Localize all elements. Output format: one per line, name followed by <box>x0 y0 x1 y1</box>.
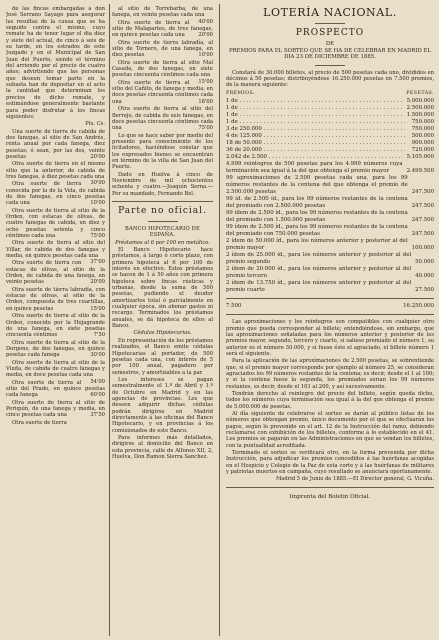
prize-row <box>226 224 434 238</box>
prize-label: 2 ídem de 13.750 íd., para los números anterior y posterior al del premio cuarto <box>226 280 412 294</box>
land-item-amount: 60'00 <box>90 392 105 399</box>
lottery-paragraph-2: Para la aplicación de las aproximaciones de 2.500 pesetas, se sobrentiende que, si el premio mayor corresponde por ejemplo al número 25, se consideran agraciados los 99 números restantes de la centena; es decir, desde el 1 al 100; y si la centena fuese la segunda, los premiados serian los 99 números restantes, es decir, desde el 101 al 200, y así sucesivamente. <box>226 358 434 390</box>
land-item <box>6 340 105 359</box>
pesetas-header: PESETAS. <box>406 90 434 96</box>
land-item-text: Otra suerte de tierra al sitio de la Viuda, de cabida de cuatro fanegas y media, en doce pesetas cada una <box>6 359 105 379</box>
land-items-list-2 <box>112 6 213 132</box>
prize-row <box>226 133 434 140</box>
land-item-amount: 37'50 <box>90 412 105 419</box>
lottery-paragraph-3: Tendrán derecho al reintegro del precio del billete, según queda dicho, todos los números cuya terminación sea igual á la del que obtenga el premio de 5.000.000 de pesetas. <box>226 390 434 410</box>
prize-row <box>226 210 434 224</box>
prize-value: 750.000 <box>411 126 434 133</box>
total-count: 7.500 <box>226 303 242 310</box>
land-item-amount: 7'50 <box>93 332 105 339</box>
land-item <box>112 40 213 59</box>
land-item-text: Otra suerte de tierra al sitio del Prado, en quince pesetas cada fanega <box>6 379 105 399</box>
land-item-amount: 30'00 <box>90 352 105 359</box>
prize-row <box>226 119 434 126</box>
prize-label: 1 de . . . <box>226 98 403 105</box>
prize-row <box>226 126 434 133</box>
lottery-title: LOTERÍA NACIONAL. <box>263 6 397 19</box>
prize-label: 4.999 reintegros de 500 pesetas para los 4.999 números cuya terminación sea igual á la del que obtenga el premio mayor <box>226 161 403 175</box>
prize-row <box>226 98 434 105</box>
auction-intro: de las fincas embargadas á don José Serrano Sayago para asegurar las resultas de la causa que se ha seguido contra el mismo, cuyo remate ha de tener lugar el dia diez y siete del actual, de cinco á seis de su tarde, en los estrados de este Juzgado y en el Municipal de San Juan del Puerto, siendo el término del arriendo por el precio de cuatro años; advirtiendo que las personas que deseen tomar parte en la subasta han de depositar en el acto la cantidad que determinan los precios de dicho remate, y estimándose generalmente bastante para poder disfrutar á los fincas siguientes: <box>6 6 105 120</box>
land-item-text: Otra suerte de tierra labradía, al sitio de Tornero, de una fanega, en diez pesetas <box>112 39 213 59</box>
land-item-amount: 10'00 <box>198 52 213 59</box>
prize-row <box>226 196 434 210</box>
cedulas-text: En representación de los préstamos realizados, el Banco emite cédulas Hipotecarias al portador, de 500 pesetas cada una, con interés de 5 por 100 anual, pagadero por semestres, y amortizables a la par. <box>112 337 213 376</box>
prize-table-header <box>226 91 434 97</box>
land-item <box>6 420 105 426</box>
prize-row <box>226 252 434 266</box>
land-item-text: Otra suerte de tierra labradía, con estacas de olivas, al sitio de la Orden, compuesta de tres cuartillas, en quince pesetas <box>6 286 105 312</box>
prize-label: 99 ídem de 2.500 íd., para los 99 números restantes de la centena del premiado con 750.000 pesetas <box>226 224 408 238</box>
prize-table <box>226 98 434 294</box>
prize-label: 36 de 20.000 . . . <box>226 147 408 154</box>
prize-value: 900.000 <box>411 140 434 147</box>
amount-header: Pts. Cs. <box>85 121 105 128</box>
total-value: 16.250.000 <box>403 303 434 310</box>
land-item-amount: 30'00 <box>90 180 105 187</box>
premios-header: PREMIOS. <box>226 90 255 96</box>
divider <box>226 487 434 488</box>
prize-row <box>226 266 434 280</box>
divider-short <box>148 221 178 222</box>
prize-value: 2.500.000 <box>406 105 434 112</box>
land-item-text: Otra suerte de tierra al sitio de la Orden, conocido por la Hojagrande de una fanega, en siete pesetas cincuenta céntimos <box>6 313 105 339</box>
land-item-text: Otra suerte de tierra al sitio de Malapartes, de tres fanegas, en quince pesetas cada una <box>112 19 213 39</box>
land-item-amount: 10'00 <box>90 200 105 207</box>
divider-short <box>315 23 345 24</box>
prize-label: 1 de . . . <box>226 105 403 112</box>
prize-value: 5.000.000 <box>406 98 434 105</box>
column-left <box>6 6 105 636</box>
signature-text: Dado en Huelva á cinco de Noviembre de mil ochocientos ochenta y cuatro.—Joaquín Serna.—Por su mandado, Fernando Bel. <box>112 171 213 197</box>
land-item-amount: 15'00 <box>90 305 105 312</box>
land-item-text: Otra suerte de tierra conocida por la de la Vela, de cabida de dos fanegas, en cinco pesetas cada una <box>6 181 105 207</box>
land-item-amount: 15'00 <box>198 78 213 85</box>
prize-label: 2 ídem de 25.000 íd., para los números anterior y posterior al del premio segundo <box>226 252 412 266</box>
prize-label: 2 ídem de 50.000 íd., para los números anterior y posterior al del premio mayor <box>226 238 408 252</box>
prize-row <box>226 238 434 252</box>
prize-value: 247.500 <box>411 217 434 224</box>
prize-value: 1.500.000 <box>406 112 434 119</box>
prize-label: 2 ídem de 20.000 íd., para los números anterior y posterior al del premio tercero <box>226 266 412 280</box>
prize-row <box>226 112 434 119</box>
prize-value: 2.499.500 <box>406 168 434 175</box>
prize-value: 40.000 <box>415 273 434 280</box>
lottery-paragraph-1: Las aproximaciones y los reintegros son compatibles con cualquier otro premio que pueda corresponder al billete; entendiéndose, sin embargo, que las aproximaciones señaladas para los números anterior y posterior de los premios mayor, segundo, tercero y cuarto, si saliese premiado el número 1, su anterior es el número 30.000, y si fuese éste el agraciado, el billete número 1 será el siguiente. <box>226 319 434 357</box>
cedulas-text-3: Para informes más detallados, dirigirse al domicilio del Banco en esta provincia, calle de Alfonso XII, 2, Huelva, Don Ramon Sierra Sanchez. <box>112 434 213 460</box>
land-item <box>6 400 105 419</box>
land-item-amount: 18'00 <box>198 98 213 105</box>
lottery-signature: Madrid 5 de Junio de 1885.—El Director general, G. Vicuña. <box>275 476 434 483</box>
prize-value: 247.500 <box>411 189 434 196</box>
lottery-paragraph-5: Terminado el sorteo se verificará otro, en la forma prevenida por dicha Instrucción, para adjudicar los premios concedidos á las huérfanas acogidas en el Hospicio y Colegio de la Paz de esta corte y á las huérfanas de militares y patriotas muertos en campaña, cuyo resultado se anunciará oportunamente. <box>226 450 434 476</box>
land-item-text: Una suerte de tierra de cabida de dos fanegas, al sitio de San Andrés, renta anual por cada fanega, diez pesetas; ó sean, por las dos, veinte pesetas <box>6 128 105 160</box>
prize-label: 2.042 de 2.500 . . . <box>226 154 403 161</box>
land-item <box>6 129 105 161</box>
land-item <box>6 161 105 187</box>
land-item <box>112 6 213 25</box>
prize-label: 99 ídem de 2.500 íd., para los 99 números restantes de la centena del premiado con 1.500.000 pesetas <box>226 210 408 224</box>
prize-value: 720.000 <box>411 147 434 154</box>
prize-value: 50.000 <box>415 259 434 266</box>
printer-footer: Imprenta del Boletin Oficial. <box>289 493 371 500</box>
prize-row <box>226 105 434 112</box>
land-item-text: Otra suerte de tierra al sitio del Berrejo, de cabida de seis fanegas, en doce pesetas cincuenta céntimos cada una <box>112 106 213 132</box>
prize-value: 5.105.000 <box>406 154 434 161</box>
cedulas-heading: Cédulas Hipotecarias. <box>133 330 192 337</box>
column-divider-2 <box>219 4 220 636</box>
land-item-amount: 20'00 <box>90 279 105 286</box>
prize-label: 99 íd. de 2.500 íd., para los 99 números restantes de la centena del premiado con 2.500.000 pesetas <box>226 196 408 210</box>
land-item-amount: 20'00 <box>90 153 105 160</box>
land-item <box>112 106 213 131</box>
prize-row <box>226 280 434 294</box>
prize-label: 1 de . . . <box>226 112 403 119</box>
land-item-amount: 75'00 <box>90 233 105 240</box>
divider <box>226 298 434 299</box>
land-item-text: Otra suerte de tierra con estacas de olivas, al sitio de la Orden, de cabida de una fanega, en veinte pesetas <box>6 260 105 286</box>
column-middle <box>112 6 213 636</box>
land-item <box>6 240 105 266</box>
bank-subtitle: Préstamos al 6 por 100 en metálico. <box>115 239 210 246</box>
land-items-list <box>6 129 105 426</box>
land-item-text: Otra suerte de tierra al sitio de Periquin, de una fanega y media, en cinco pesetas cada una <box>6 399 105 419</box>
land-item-text: Otra suerte de tierra al sitio del Cañito, de fanega y media, en doce pesetas cincuenta céntimos cada una <box>112 79 213 105</box>
divider-short <box>315 65 345 66</box>
divider <box>112 201 213 202</box>
land-item-text: Otra suerte de tierra al sitio de la Dorgens, de dos fanegas, en quince pesetas cada fanega <box>6 339 105 359</box>
land-item-text: Otra suerte de tierra al sitio de la Orden, con estacas de olivas, de cuatro fanegas de cabida, en diez y ocho pesetas setenta y cinco céntimos cada una <box>6 207 105 240</box>
prize-label: 18 de 50.000 . . . <box>226 140 408 147</box>
land-item-amount: 54'00 <box>90 378 105 385</box>
closing-text: Lo que se hace saber por medio del presente para conocimiento de los licitadores, haciéndose constar que los expresados bienes se encuentran en término de la villa de San Juan del Puerto. <box>112 132 213 171</box>
land-item-text: Otra suerte de tierra <box>12 419 67 426</box>
land-item-amount: 20'00 <box>198 32 213 39</box>
prize-row <box>226 147 434 154</box>
prize-label: 3 de 250.000 . . . <box>226 126 408 133</box>
bank-name: BANCO HIPOTECARIO DE ESPAÑA. <box>124 225 201 239</box>
land-item-amount: 75'00 <box>198 125 213 132</box>
land-item <box>6 208 105 240</box>
bank-text: El Banco Hipotecario hace préstamos, á largo ó corto plazo, con primera hipoteca al 6 por 100 de interés en efectivo. Estos préstamos se hacen de 1 á 50 años con primera hipoteca sobre fincas rústicas y urbanas, desde la suma de 500 pesetas, pudiendo el deudor amortizarlos total ó parcialmente en cualquier época, sin abonar gastos ni recargo. Terminados los préstamos anuales, se dá hipoteca de ellos al Banco. <box>112 247 213 330</box>
prize-row <box>226 175 434 196</box>
prize-value: 500.000 <box>411 133 434 140</box>
section-heading: Parte no oficial. <box>118 205 207 216</box>
divider <box>226 314 434 315</box>
land-item-amount: 40'00 <box>198 18 213 25</box>
land-item <box>112 59 213 85</box>
prize-label: 1 de . . . <box>226 119 408 126</box>
land-item-amount: 37'00 <box>90 259 105 266</box>
land-item-text: Otra suerte de tierra al sitio Mal Casada, de dos fanegas, en siete pesetas cincuenta céntimos cada una <box>112 59 213 79</box>
land-item <box>6 313 105 338</box>
land-item-text: Otra suerte de tierra al sitio del Villar, de cabida de dos fanegas y media, en quince pesetas cada una <box>6 240 105 260</box>
land-item <box>6 359 105 385</box>
prize-label: 99 aproximaciones de 2.500 pesetas cada una, para los 99 números restantes de la centena del que obtenga el premio de 2.500.000 pesetas <box>226 175 408 196</box>
prize-value: 27.500 <box>415 287 434 294</box>
prize-total-row <box>226 303 434 310</box>
lottery-paragraph-4: Al día siguiente de celebrarse el sorteo se darán al público listas de los números que obtengan premio, único documento por el que se efectuarán los pagos, según lo prevenido en el art. 12 de la Instrucción del ramo, debiendo reclamarse con exhibición de los billetes, conforme á lo establecido en el 41. Los premios se pagarán en las Administraciones en que se vendan los billetes, con la puntualidad acreditada. <box>226 410 434 449</box>
column-divider <box>109 4 110 636</box>
prize-label: 4 de 125.000 . . . <box>226 133 408 140</box>
prize-row <box>226 140 434 147</box>
prospect-subtitle: PREMIOS PARA EL SORTEO QUE SE HA DE CELEBRAR EN MADRID EL DIA 23 DE DICIEMBRE DE 1885. <box>228 47 432 61</box>
prize-value: 247.500 <box>411 203 434 210</box>
prize-row <box>226 161 434 175</box>
prize-value: 247.500 <box>411 231 434 238</box>
land-item-text: al sitio de Torrebarba, de una fanega, en veinte pesetas cada una <box>112 6 213 19</box>
prospect-de: DE <box>325 41 335 47</box>
cedulas-text-2: Los intereses se pagan semestralmente el 1.º de Abril y 1.º de Octubre en Madrid y en las agencias de provincias. Los que deseen adquirir dichas cédulas podrán dirigirse en Madrid directamente á las oficinas del Banco Hipotecario, y en provincias á los comisionados de este Banco. <box>112 376 213 434</box>
prospect-title: PROSPECTO <box>295 28 365 38</box>
lottery-intro: Constará de 30.000 billetes, al precio de 500 pesetas cada uno, divididos en décimos á 50 pesetas; distribuyéndose 16.250.000 pesetas en 7.500 premios, de la manera siguiente: <box>226 69 434 89</box>
column-lottery <box>226 6 434 636</box>
prize-value: 750.000 <box>411 119 434 126</box>
land-item <box>6 287 105 312</box>
land-item-text: Otra suerte de tierra en el mismo sitio que la anterior, de cabida de tres fanegas, á diez pesetas cada una <box>6 161 105 180</box>
prize-value: 100.000 <box>411 245 434 252</box>
